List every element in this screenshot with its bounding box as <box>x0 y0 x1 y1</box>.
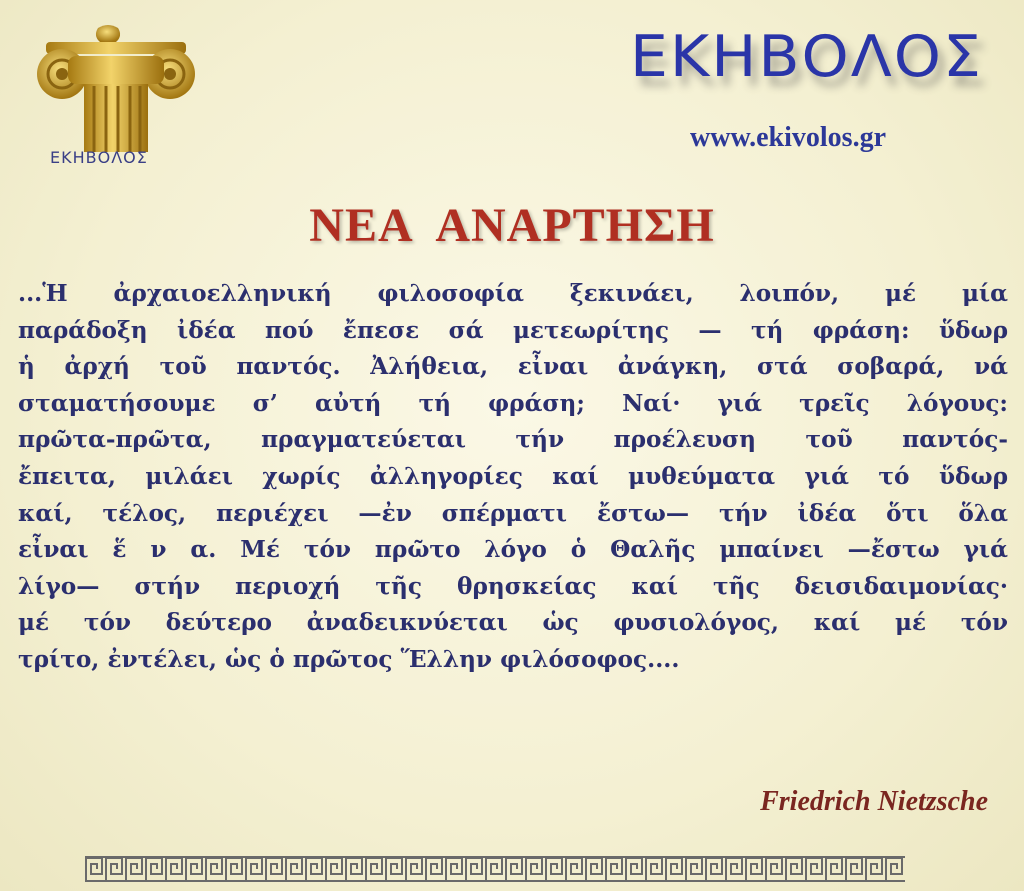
quote-line: εἶναι ἕ ν α. Μέ τόν πρῶτο λόγο ὁ Θαλῆς μπαίνει —ἔστω γιά <box>18 536 1008 564</box>
quote-line: τρίτο, ἐντέλει, ὡς ὁ πρῶτος Ἕλλην φιλόσοφος.... <box>18 645 680 673</box>
brand-title: ΕΚΗΒΟΛΟΣ <box>630 23 983 91</box>
quote-line: καί, τέλος, περιέχει —ἐν σπέρματι ἔστω— τήν ἰδέα ὅτι ὅλα <box>18 499 1008 527</box>
brand-url[interactable]: www.ekivolos.gr <box>690 122 886 153</box>
quote-line: πρῶτα-πρῶτα, πραγματεύεται τήν προέλευση τοῦ παντός- <box>18 426 1008 454</box>
author-name: Friedrich Nietzsche <box>760 786 988 817</box>
headline: ΝΕΑ ΑΝΑΡΤΗΣΗ <box>309 199 715 252</box>
quote-line: μέ τόν δεύτερο ἀναδεικνύεται ὡς φυσιολόγος, καί μέ τόν <box>18 609 1008 637</box>
quote-line: παράδοξη ἰδέα πού ἔπεσε σά μετεωρίτης — τή φράση: ὕδωρ <box>18 316 1008 344</box>
column-logo-graphic <box>28 22 203 152</box>
quote-line: ἔπειτα, μιλάει χωρίς ἀλληγορίες καί μυθεύματα γιά τό ὕδωρ <box>18 462 1008 490</box>
quote-line: ...Ἡ ἀρχαιοελληνική φιλοσοφία ξεκινάει, λοιπόν, μέ μία <box>18 280 1008 307</box>
logo-small-text: ΕΚΗΒΟΛΟΣ <box>50 148 148 167</box>
quote-line: λίγο— στήν περιοχή τῆς θρησκείας καί τῆς δεισιδαιμονίας· <box>18 572 1008 600</box>
greek-meander-border <box>85 856 905 882</box>
quote-line: ἡ ἀρχή τοῦ παντός. Ἀλήθεια, εἶναι ἀνάγκη, στά σοβαρά, νά <box>18 353 1008 381</box>
ionic-column-icon <box>28 22 203 202</box>
quote-text <box>18 276 1008 679</box>
quote-line: σταματήσουμε σ’ αὐτή τή φράση; Ναί· γιά τρεῖς λόγους: <box>18 389 1008 417</box>
